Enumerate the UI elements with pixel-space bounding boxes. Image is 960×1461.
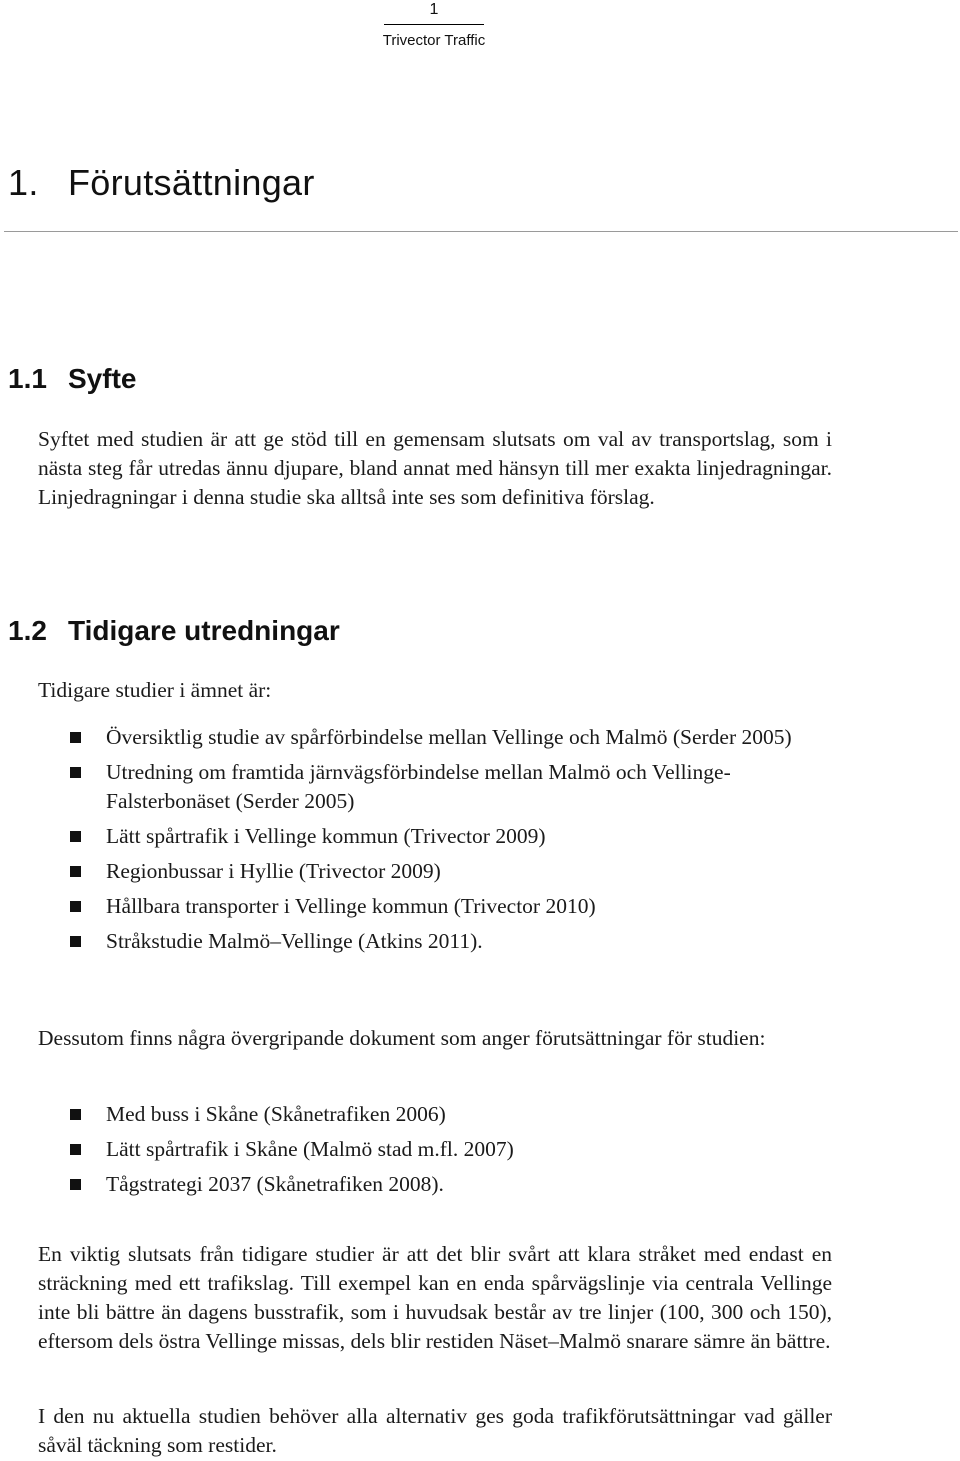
list-item-text: Utredning om framtida järnvägsförbindelse mellan Malmö och Vellinge-Falsterbonäset (Serder 2005) — [106, 760, 731, 813]
list-item-text: Tågstrategi 2037 (Skånetrafiken 2008). — [106, 1172, 444, 1196]
documents-list — [38, 1100, 818, 1205]
conclusion-paragraph: En viktig slutsats från tidigare studier är att det blir svårt att klara stråket med endast en sträckning med ett trafikslag. Till exempel kan en enda spårvägslinje via centrala Vellinge inte bli bättre än dagens busstrafik, som i huvudsak består av tre linjer (100, 300 och 150), eftersom dels östra Vellinge missas, dels blir restiden Näset–Malmö snarare sämre än bättre. — [38, 1242, 832, 1353]
chapter-title: Förutsättningar — [68, 162, 315, 203]
section-number: 1.2 — [8, 615, 47, 646]
page-header — [0, 0, 960, 60]
list-item-text: Översiktlig studie av spårförbindelse mellan Vellinge och Malmö (Serder 2005) — [106, 725, 792, 749]
chapter-rule — [4, 231, 958, 232]
closing-paragraph: I den nu aktuella studien behöver alla alternativ ges goda trafikförutsättningar vad gäller såväl täckning som restider. — [38, 1404, 832, 1457]
list-item-text: Med buss i Skåne (Skånetrafiken 2006) — [106, 1102, 446, 1126]
list-item — [38, 1100, 818, 1129]
list-item-text: Stråkstudie Malmö–Vellinge (Atkins 2011). — [106, 929, 483, 953]
list-item — [38, 857, 818, 886]
square-bullet-icon — [70, 1109, 81, 1120]
running-title: Trivector Traffic — [382, 32, 486, 49]
list-item — [38, 1135, 818, 1164]
list-item-text: Regionbussar i Hyllie (Trivector 2009) — [106, 859, 441, 883]
list-item — [38, 1170, 818, 1199]
documents-intro: Dessutom finns några övergripande dokument som anger förutsättningar för studien: — [38, 1026, 766, 1050]
header-rule — [384, 24, 484, 25]
square-bullet-icon — [70, 866, 81, 877]
square-bullet-icon — [70, 767, 81, 778]
section-heading-syfte — [8, 362, 136, 396]
chapter-heading — [8, 160, 315, 206]
chapter-number: 1. — [8, 162, 39, 203]
list-item — [38, 822, 818, 851]
list-item — [38, 723, 818, 752]
section-title: Syfte — [68, 363, 137, 394]
list-item — [38, 892, 818, 921]
section-number: 1.1 — [8, 363, 47, 394]
list-item — [38, 758, 818, 816]
page-number: 1 — [429, 1, 439, 18]
studies-intro: Tidigare studier i ämnet är: — [38, 678, 272, 702]
square-bullet-icon — [70, 1179, 81, 1190]
studies-list — [38, 723, 818, 962]
list-item-text: Lätt spårtrafik i Vellinge kommun (Trivector 2009) — [106, 824, 546, 848]
square-bullet-icon — [70, 936, 81, 947]
list-item-text: Hållbara transporter i Vellinge kommun (Trivector 2010) — [106, 894, 596, 918]
section-heading-tidigare — [8, 614, 340, 648]
square-bullet-icon — [70, 901, 81, 912]
square-bullet-icon — [70, 831, 81, 842]
square-bullet-icon — [70, 1144, 81, 1155]
list-item — [38, 927, 818, 956]
square-bullet-icon — [70, 732, 81, 743]
section-title: Tidigare utredningar — [68, 615, 340, 646]
list-item-text: Lätt spårtrafik i Skåne (Malmö stad m.fl. 2007) — [106, 1137, 514, 1161]
syfte-paragraph: Syftet med studien är att ge stöd till en gemensam slutsats om val av transportslag, som i nästa steg får utredas ännu djupare, bland annat med hänsyn till mer exakta linjedragningar. Linjedragningar i denna studie ska alltså inte ses som definitiva förslag. — [38, 427, 832, 509]
